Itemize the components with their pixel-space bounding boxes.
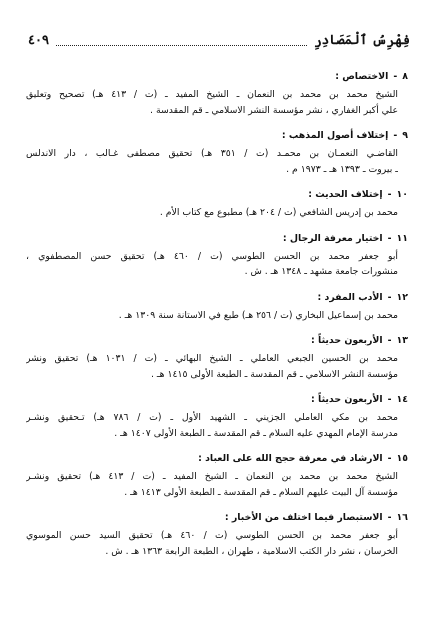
source-entry [26, 291, 408, 324]
page-number: ٤٠٩ [28, 32, 49, 48]
entry-title: الارشاد في معرفة حجج الله على العباد : [198, 453, 383, 464]
entry-line: مؤسسة آل البيت عليهم السلام ـ قم المقدسة ـ الطبعة الأولى ١٤١٣ هـ . [124, 486, 398, 498]
entry-body [26, 410, 408, 441]
entry-heading-row [26, 452, 408, 466]
entry-line: مؤسسة النشر الاسلامي ـ قم المقدسة ـ الطبعة الأولى ١٤١٥ هـ . [150, 368, 398, 380]
entry-title: الأدب المفرد : [317, 291, 383, 303]
entry-line: علي أكبر الغفاري ، نشر مؤسسة النشر الاسلامي ـ قم المقدسة . [150, 104, 398, 116]
source-entry [26, 334, 408, 382]
entry-title: الأربعون حديثاً : [311, 394, 383, 405]
entry-number: ١٤ [396, 394, 408, 405]
entry-title: الأربعون حديثاً : [311, 335, 383, 346]
entry-number: ١٦ [396, 512, 408, 523]
source-entry [26, 188, 408, 221]
entry-heading-row [26, 393, 408, 407]
entry-line: أبو جعفر محمد بن الحسن الطوسي (ت / ٤٦٠ هـ) تحقيق السيد حسن الموسوي [26, 530, 398, 541]
entry-title: إختلاف الحديث : [308, 189, 383, 200]
entry-separator: - [387, 394, 392, 405]
entry-heading-row [26, 511, 408, 525]
entry-line: محمد بن مكي العاملي الجزيني ـ الشهيد الأول ـ (ت / ٧٨٦ هـ) تـحقيق ونشـر [26, 412, 398, 423]
entry-separator: - [387, 512, 392, 523]
entry-line: الشيخ محمد بن محمد بن النعمان ـ الشيخ المفيد ـ (ت / ٤١٣ هـ) تحقيق ونشـر [26, 471, 398, 482]
entry-number: ٩ [402, 130, 408, 141]
header-dot-leader [56, 35, 307, 46]
entry-body [26, 205, 408, 221]
entry-body [26, 351, 408, 382]
entry-body [26, 528, 408, 559]
entry-title: الاختصاص : [335, 71, 389, 82]
source-entry [26, 232, 408, 280]
entry-heading-row [26, 334, 408, 348]
entry-heading-row [26, 70, 408, 84]
entry-separator: - [387, 189, 392, 200]
entry-line: الخرسان ، نشر دار الكتب الاسلامية ، طهران ، الطبعة الرابعة ١٣٦٣ هـ . ش . [105, 545, 398, 557]
entry-title: إختلاف أصول المذهب : [281, 130, 389, 141]
entry-body [26, 469, 408, 500]
entry-line: منشورات جامعة مشهد ـ ١٣٤٨ هـ . ش . [244, 266, 398, 277]
entry-heading-row [26, 232, 408, 246]
entry-line: ـ بيروت ـ ١٣٩٣ هـ ـ ١٩٧٣ م . [286, 163, 398, 175]
entry-number: ١١ [396, 232, 408, 244]
entry-heading-row [26, 129, 408, 143]
entry-title: اختيار معرفة الرجال : [282, 232, 383, 244]
source-entry [26, 452, 408, 500]
entry-line: محمد بن إسماعيل البخاري (ت / ٢٥٦ هـ) طبع في الاستانة سنة ١٣٠٩ هـ . [118, 309, 398, 321]
source-entry [26, 511, 408, 559]
entry-number: ١٣ [396, 335, 408, 346]
entry-title: الاستبصار فيما اختلف من الأخبار : [224, 512, 383, 523]
entry-number: ١٥ [396, 453, 408, 464]
sources-list [26, 70, 408, 570]
entry-number: ١٢ [396, 291, 408, 303]
entry-separator: - [387, 291, 392, 303]
entry-line: مدرسة الإمام المهدي عليه السلام ـ قم المقدسة ـ الطبعة الأولى ١٤٠٧ هـ . [114, 427, 398, 439]
source-entry [26, 393, 408, 441]
entry-number: ٨ [402, 71, 408, 82]
entry-heading-row [26, 188, 408, 202]
source-entry [26, 129, 408, 177]
entry-separator: - [387, 232, 392, 244]
entry-body [26, 308, 408, 324]
entry-line: القاضـي النعمـان بن محمـد (ت / ٣٥١ هـ) تحقيق مصطفى غـالب ، دار الاندلس [26, 148, 398, 159]
entry-separator: - [393, 130, 398, 141]
page-header [28, 28, 410, 52]
entry-body [26, 249, 408, 280]
entry-line: أبو جعفر محمد بن الحسن الطوسي (ت / ٤٦٠ هـ) تحقيق حسن المصطفوي ، [26, 250, 398, 262]
entry-separator: - [387, 453, 392, 464]
entry-number: ١٠ [396, 189, 408, 200]
entry-line: محمد بن إدريس الشافعي (ت / ٢٠٤ هـ) مطبوع مع كتاب الأم . [159, 207, 398, 218]
entry-body [26, 146, 408, 177]
entry-separator: - [393, 71, 398, 82]
entry-line: الشيخ محمد بن محمد بن النعمان ـ الشيخ المفيد ـ (ت / ٤١٣ هـ) تصحيح وتعليق [26, 89, 398, 100]
entry-separator: - [387, 335, 392, 346]
entry-body [26, 87, 408, 118]
entry-line: محمد بن الحسين الجبعي العاملي ـ الشيخ البهائي ـ (ت / ١٠٣١ هـ) تحقيق ونشر [26, 353, 398, 364]
header-title: فِهْرِسُ ٱلْمَصَادِرِ [314, 32, 410, 48]
source-entry [26, 70, 408, 118]
entry-heading-row [26, 291, 408, 305]
